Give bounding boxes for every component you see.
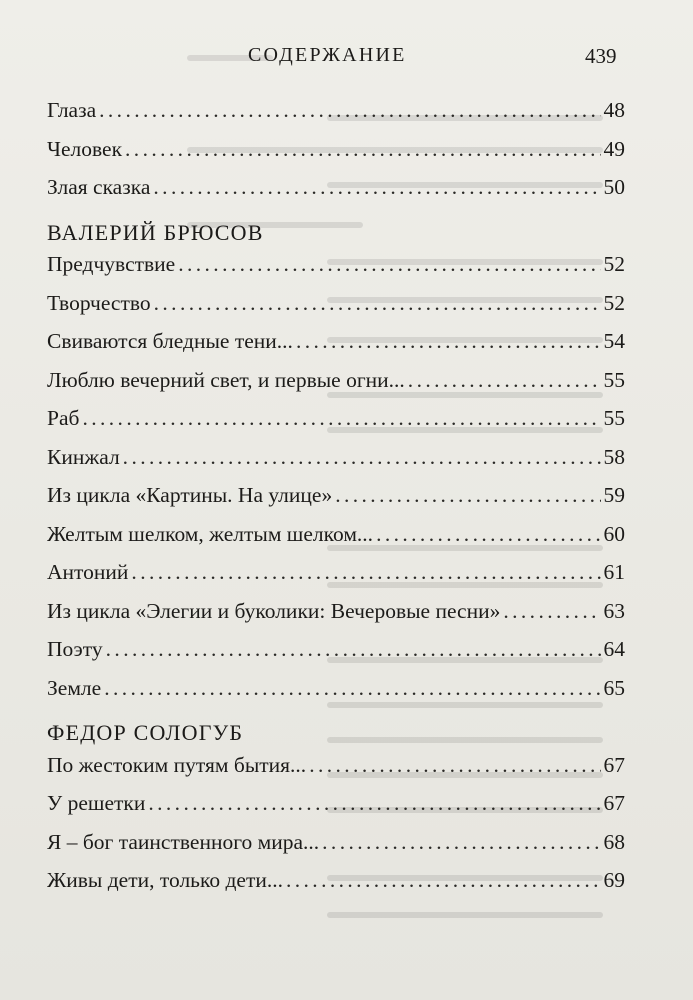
running-header — [0, 44, 693, 74]
dot-leader — [104, 676, 600, 701]
toc-entry-page: 63 — [603, 598, 625, 623]
dot-leader — [503, 599, 600, 624]
dot-leader — [335, 483, 600, 508]
dot-leader — [99, 98, 600, 123]
toc-entry-page: 64 — [603, 637, 625, 661]
table-of-contents — [47, 98, 625, 907]
dot-leader — [106, 637, 601, 662]
dot-leader — [322, 830, 600, 855]
running-title: СОДЕРЖАНИЕ — [248, 44, 407, 66]
toc-entry-title: Поэту — [47, 637, 103, 661]
toc-entry-page: 52 — [603, 290, 625, 315]
toc-entry-page: 48 — [603, 98, 625, 122]
toc-entry — [47, 98, 625, 137]
toc-entry-title: Желтым шелком, желтым шелком... — [47, 521, 374, 546]
toc-entry-page: 59 — [603, 483, 625, 507]
toc-entry-title: Свиваются бледные тени... — [47, 329, 293, 353]
toc-entry-title: Антоний — [47, 560, 129, 584]
toc-entry — [47, 637, 625, 676]
toc-entry-page: 61 — [603, 560, 625, 584]
toc-entry — [47, 445, 625, 484]
toc-entry-title: Раб — [47, 406, 80, 430]
dot-leader — [376, 522, 600, 547]
toc-entry-title: Люблю вечерний свет, и первые огни... — [47, 367, 405, 392]
toc-entry — [47, 599, 625, 638]
dot-leader — [178, 252, 600, 277]
toc-entry-page: 52 — [603, 252, 625, 276]
toc-entry-page: 54 — [603, 329, 625, 353]
toc-entry-title: Живы дети, только дети... — [47, 868, 283, 892]
dot-leader — [123, 445, 601, 470]
dot-leader — [296, 329, 601, 354]
toc-entry — [47, 252, 625, 291]
toc-entry — [47, 483, 625, 522]
toc-entry-title: Предчувствие — [47, 252, 176, 276]
dot-leader — [154, 291, 601, 316]
dot-leader — [125, 137, 600, 162]
toc-entry — [47, 753, 625, 792]
dot-leader — [286, 868, 601, 893]
toc-entry-page: 50 — [603, 175, 625, 199]
dot-leader — [82, 406, 600, 431]
toc-entry-title: Злая сказка — [47, 175, 151, 199]
toc-entry — [47, 329, 625, 368]
toc-entry — [47, 406, 625, 445]
toc-entry-title: Я – бог таинственного мира... — [47, 829, 320, 854]
toc-entry-title: Кинжал — [47, 444, 120, 469]
toc-entry-title: Из цикла «Картины. На улице» — [47, 483, 333, 507]
toc-entry-title: Творчество — [47, 290, 151, 315]
toc-entry-title: Из цикла «Элегии и буколики: Вечеровые песни» — [47, 598, 501, 623]
toc-entry — [47, 868, 625, 907]
section-heading-author: ВАЛЕРИЙ БРЮСОВ — [47, 219, 264, 245]
toc-entry-page: 67 — [603, 791, 625, 815]
toc-entry-page: 49 — [603, 136, 625, 161]
page-number: 439 — [585, 44, 617, 68]
toc-entry — [47, 560, 625, 599]
toc-entry-title: У решетки — [47, 791, 146, 815]
dot-leader — [309, 753, 600, 778]
toc-entry — [47, 175, 625, 214]
toc-entry-page: 55 — [603, 406, 625, 430]
toc-entry-title: По жестоким путям бытия... — [47, 752, 307, 777]
dot-leader — [148, 791, 600, 816]
toc-entry-title: Глаза — [47, 98, 97, 122]
toc-entry — [47, 676, 625, 715]
dot-leader — [153, 175, 600, 200]
toc-entry — [47, 522, 625, 561]
toc-entry-page: 67 — [603, 752, 625, 777]
toc-entry — [47, 791, 625, 830]
toc-entry-page: 58 — [603, 444, 625, 469]
toc-entry-title: Земле — [47, 675, 102, 700]
toc-entry — [47, 137, 625, 176]
toc-entry-page: 69 — [603, 868, 625, 892]
toc-entry-page: 55 — [603, 367, 625, 392]
toc-entry-title: Человек — [47, 136, 123, 161]
section-heading-author: ФЕДОР СОЛОГУБ — [47, 720, 244, 745]
toc-entry-page: 65 — [603, 675, 625, 700]
toc-entry — [47, 291, 625, 330]
toc-entry — [47, 830, 625, 869]
toc-entry-page: 68 — [603, 829, 625, 854]
toc-entry — [47, 368, 625, 407]
toc-entry-page: 60 — [603, 521, 625, 546]
dot-leader — [408, 368, 601, 393]
dot-leader — [131, 560, 600, 585]
